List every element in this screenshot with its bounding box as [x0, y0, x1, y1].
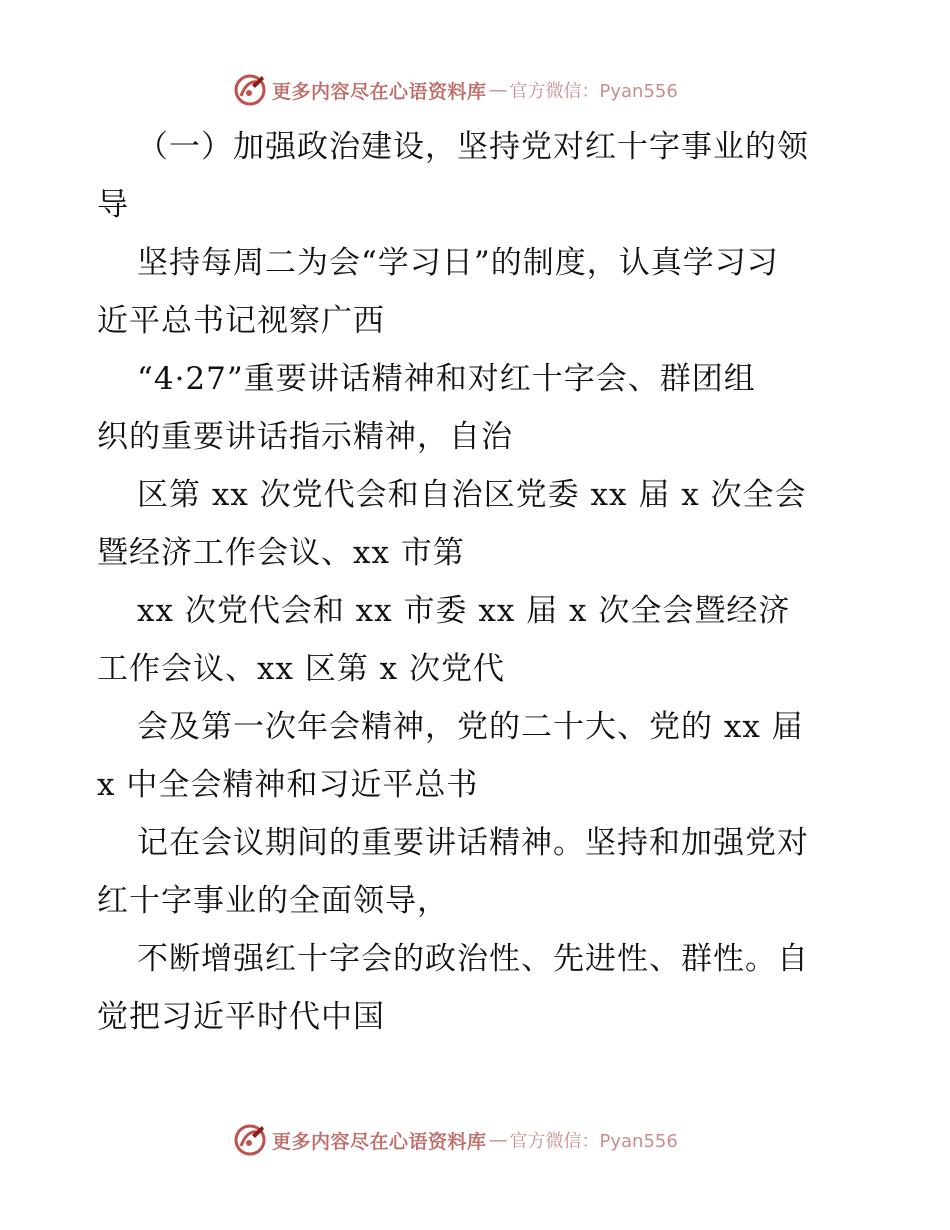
footer-watermark — [232, 1120, 678, 1160]
logo-icon — [232, 1122, 268, 1158]
paragraph-line: x 中全会精神和习近平总书 — [97, 767, 479, 803]
paragraph-line: 区第 xx 次党代会和自治区党委 xx 届 x 次全会 — [137, 477, 807, 513]
paragraph-line: 坚持每周二为会“学习日”的制度，认真学习习 — [137, 245, 779, 281]
header-watermark — [232, 70, 678, 110]
watermark-main-text: 更多内容尽在心语资料库 — [272, 80, 487, 103]
logo-icon — [232, 72, 268, 108]
paragraph-line: 织的重要讲话指示精神，自治 — [97, 419, 513, 455]
watermark-dash: — — [488, 79, 508, 101]
section-heading-line-1: （一）加强政治建设，坚持党对红十字事业的领 — [137, 129, 809, 165]
paragraph-line: “4·27”重要讲话精神和对红十字会、群团组 — [137, 361, 756, 397]
watermark-dash: — — [488, 1129, 508, 1151]
document-body — [97, 118, 857, 1046]
paragraph-line: 不断增强红十字会的政治性、先进性、群性。自 — [137, 941, 809, 977]
paragraph-line: 红十字事业的全面领导， — [97, 883, 449, 919]
watermark-main-text: 更多内容尽在心语资料库 — [272, 1130, 487, 1153]
paragraph-line: 会及第一次年会精神，党的二十大、党的 xx 届 — [137, 709, 804, 745]
section-heading-line-2: 导 — [97, 187, 129, 223]
paragraph-line: xx 次党代会和 xx 市委 xx 届 x 次全会暨经济 — [137, 593, 791, 629]
paragraph-line: 工作会议、xx 区第 x 次党代 — [97, 651, 506, 687]
paragraph-line: 记在会议期间的重要讲话精神。坚持和加强党对 — [137, 825, 809, 861]
paragraph-line: 暨经济工作会议、xx 市第 — [97, 535, 465, 571]
watermark-wechat-text: 官方微信：Pyan556 — [509, 1131, 678, 1152]
paragraph-line: 觉把习近平时代中国 — [97, 999, 385, 1035]
watermark-wechat-text: 官方微信：Pyan556 — [509, 81, 678, 102]
paragraph-line: 近平总书记视察广西 — [97, 303, 385, 339]
